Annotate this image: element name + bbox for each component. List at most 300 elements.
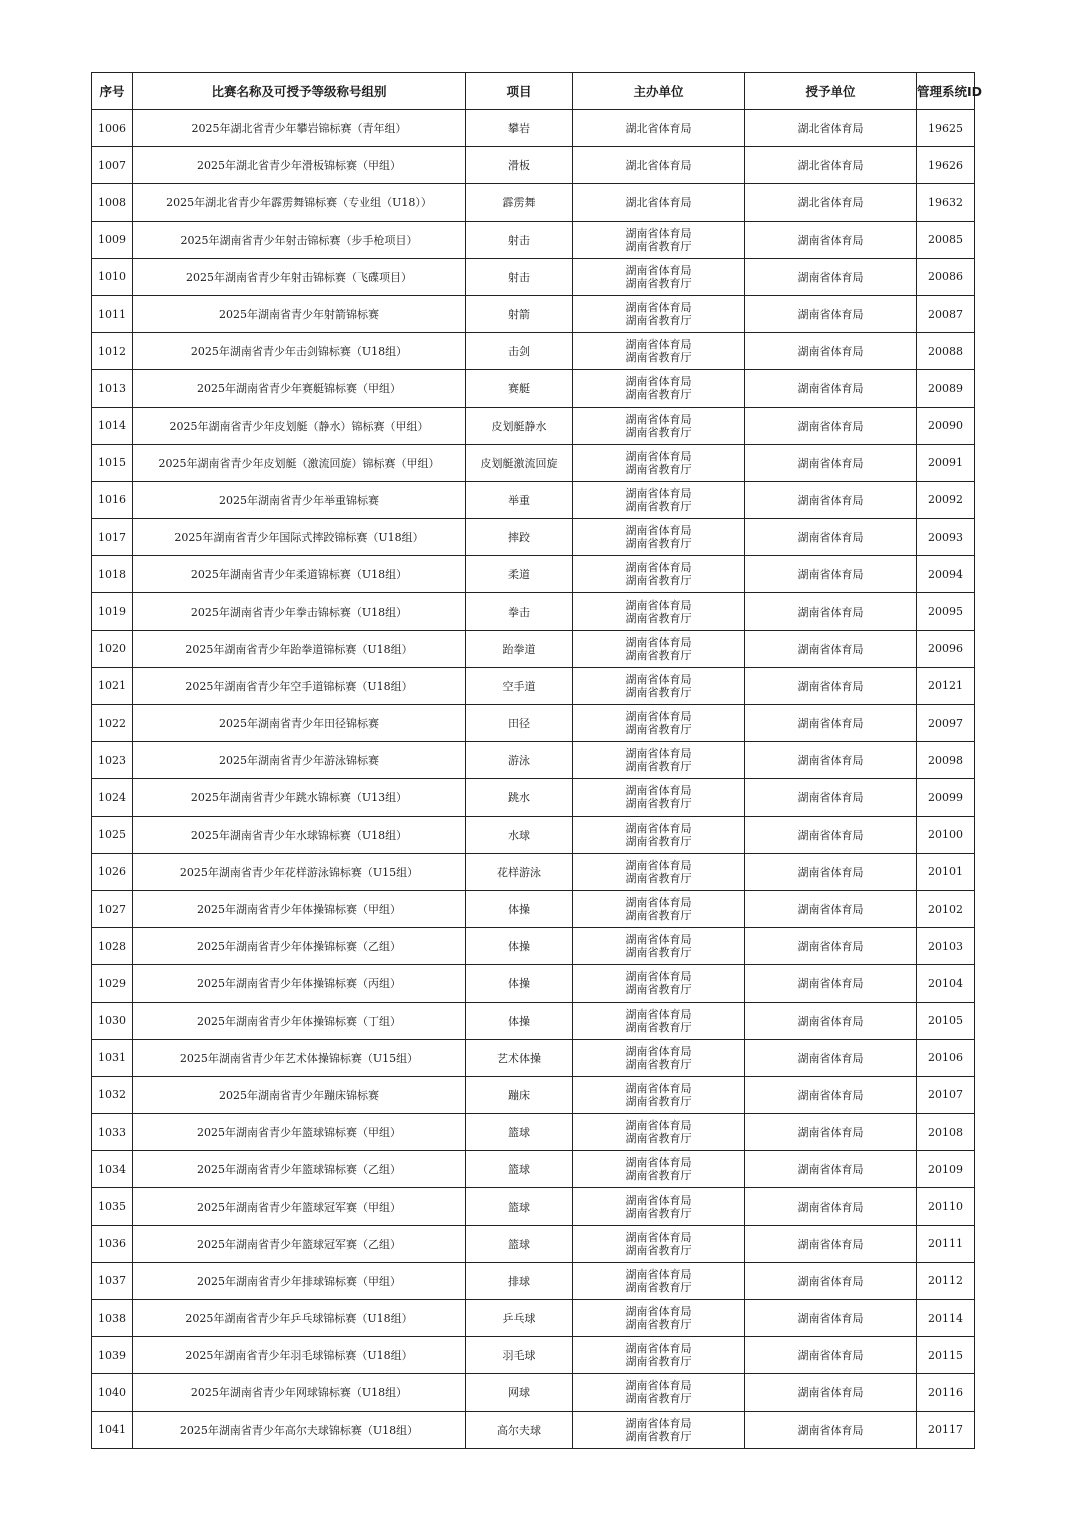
cell-host-organization [573, 890, 745, 927]
cell-serial: 1008 [92, 184, 133, 221]
cell-sport: 赛艇 [466, 370, 573, 407]
cell-serial: 1026 [92, 853, 133, 890]
table-row [92, 1337, 975, 1374]
cell-host-organization [573, 742, 745, 779]
cell-system-id: 20088 [917, 333, 975, 370]
host-organization-line: 湖南省体育局 [625, 1007, 692, 1021]
host-organization-line: 湖南省体育局 [625, 486, 692, 500]
host-organization-line: 湖南省教育厅 [625, 1206, 692, 1220]
cell-serial: 1023 [92, 742, 133, 779]
host-organization-line: 湖南省体育局 [625, 858, 692, 872]
cell-sport: 跳水 [466, 779, 573, 816]
cell-system-id: 20121 [917, 667, 975, 704]
cell-host-organization [573, 1076, 745, 1113]
cell-granting-organization: 湖南省体育局 [745, 258, 917, 295]
cell-system-id: 20101 [917, 853, 975, 890]
cell-granting-organization: 湖南省体育局 [745, 333, 917, 370]
cell-sport: 乒乓球 [466, 1300, 573, 1337]
host-organization-line: 湖南省教育厅 [625, 276, 692, 290]
cell-granting-organization: 湖南省体育局 [745, 444, 917, 481]
cell-serial: 1025 [92, 816, 133, 853]
host-organization-line: 湖南省教育厅 [625, 1020, 692, 1034]
table-row [92, 1039, 975, 1076]
cell-granting-organization: 湖南省体育局 [745, 370, 917, 407]
cell-granting-organization: 湖南省体育局 [745, 705, 917, 742]
cell-granting-organization: 湖南省体育局 [745, 1076, 917, 1113]
host-organization-line: 湖南省体育局 [625, 896, 692, 910]
host-organization-line: 湖南省体育局 [625, 1081, 692, 1095]
cell-granting-organization: 湖南省体育局 [745, 667, 917, 704]
cell-sport: 皮划艇激流回旋 [466, 444, 573, 481]
cell-granting-organization: 湖南省体育局 [745, 519, 917, 556]
cell-granting-organization: 湖南省体育局 [745, 1188, 917, 1225]
cell-granting-organization: 湖南省体育局 [745, 1151, 917, 1188]
cell-competition-name: 2025年湖南省青少年田径锦标赛 [133, 705, 466, 742]
cell-system-id: 20111 [917, 1225, 975, 1262]
table-row [92, 630, 975, 667]
cell-system-id: 20090 [917, 407, 975, 444]
cell-sport: 射击 [466, 258, 573, 295]
cell-granting-organization: 湖北省体育局 [745, 147, 917, 184]
cell-system-id: 20085 [917, 221, 975, 258]
cell-competition-name: 2025年湖南省青少年跆拳道锦标赛（U18组） [133, 630, 466, 667]
header-system-id: 管理系统ID [917, 73, 975, 110]
cell-host-organization [573, 1188, 745, 1225]
table-row [92, 1151, 975, 1188]
host-organization-line: 湖南省教育厅 [625, 314, 692, 328]
host-organization-line: 湖南省教育厅 [625, 537, 692, 551]
table-row [92, 593, 975, 630]
cell-sport: 举重 [466, 481, 573, 518]
cell-granting-organization: 湖南省体育局 [745, 742, 917, 779]
cell-competition-name: 2025年湖南省青少年乒乓球锦标赛（U18组） [133, 1300, 466, 1337]
table-row [92, 184, 975, 221]
cell-serial: 1031 [92, 1039, 133, 1076]
cell-host-organization [573, 407, 745, 444]
host-organization-line: 湖南省教育厅 [625, 648, 692, 662]
cell-sport: 射箭 [466, 295, 573, 332]
table-row [92, 1374, 975, 1411]
cell-system-id: 20095 [917, 593, 975, 630]
cell-host-organization [573, 333, 745, 370]
header-sport: 项目 [466, 73, 573, 110]
cell-serial: 1012 [92, 333, 133, 370]
cell-competition-name: 2025年湖南省青少年举重锦标赛 [133, 481, 466, 518]
cell-host-organization [573, 630, 745, 667]
cell-host-organization [573, 110, 745, 147]
host-organization-line: 湖南省体育局 [625, 1119, 692, 1133]
cell-host-organization [573, 1151, 745, 1188]
cell-serial: 1010 [92, 258, 133, 295]
cell-sport: 体操 [466, 965, 573, 1002]
table-row [92, 295, 975, 332]
cell-competition-name: 2025年湖南省青少年游泳锦标赛 [133, 742, 466, 779]
cell-competition-name: 2025年湖南省青少年国际式摔跤锦标赛（U18组） [133, 519, 466, 556]
cell-system-id: 20099 [917, 779, 975, 816]
cell-host-organization [573, 593, 745, 630]
cell-serial: 1006 [92, 110, 133, 147]
cell-system-id: 20107 [917, 1076, 975, 1113]
host-organization-line: 湖南省教育厅 [625, 1280, 692, 1294]
host-organization-line: 湖南省体育局 [625, 1342, 692, 1356]
cell-serial: 1035 [92, 1188, 133, 1225]
table-row [92, 481, 975, 518]
cell-serial: 1009 [92, 221, 133, 258]
host-organization-line: 湖南省体育局 [625, 598, 692, 612]
cell-host-organization [573, 519, 745, 556]
host-organization-line: 湖南省体育局 [625, 1305, 692, 1319]
cell-system-id: 20094 [917, 556, 975, 593]
host-organization-line: 湖南省教育厅 [625, 1169, 692, 1183]
host-organization-line: 湖南省教育厅 [625, 946, 692, 960]
cell-system-id: 20093 [917, 519, 975, 556]
cell-sport: 霹雳舞 [466, 184, 573, 221]
cell-host-organization [573, 1337, 745, 1374]
cell-serial: 1017 [92, 519, 133, 556]
host-organization-line: 湖南省体育局 [625, 226, 692, 240]
host-organization-line: 湖南省体育局 [625, 1156, 692, 1170]
cell-host-organization [573, 816, 745, 853]
cell-competition-name: 2025年湖南省青少年空手道锦标赛（U18组） [133, 667, 466, 704]
cell-serial: 1013 [92, 370, 133, 407]
cell-sport: 蹦床 [466, 1076, 573, 1113]
cell-serial: 1033 [92, 1114, 133, 1151]
cell-sport: 滑板 [466, 147, 573, 184]
cell-host-organization [573, 184, 745, 221]
host-organization-line: 湖南省教育厅 [625, 1094, 692, 1108]
cell-competition-name: 2025年湖南省青少年射击锦标赛（步手枪项目） [133, 221, 466, 258]
cell-granting-organization: 湖南省体育局 [745, 965, 917, 1002]
cell-granting-organization: 湖南省体育局 [745, 1300, 917, 1337]
cell-competition-name: 2025年湖南省青少年蹦床锦标赛 [133, 1076, 466, 1113]
cell-granting-organization: 湖南省体育局 [745, 1039, 917, 1076]
host-organization-line: 湖南省教育厅 [625, 983, 692, 997]
cell-sport: 皮划艇静水 [466, 407, 573, 444]
cell-serial: 1036 [92, 1225, 133, 1262]
host-organization-line: 湖南省教育厅 [625, 1132, 692, 1146]
host-organization-line: 湖南省体育局 [625, 672, 692, 686]
cell-sport: 篮球 [466, 1225, 573, 1262]
host-organization-line: 湖南省教育厅 [625, 1057, 692, 1071]
host-organization-line: 湖南省教育厅 [625, 462, 692, 476]
header-host-organization: 主办单位 [573, 73, 745, 110]
cell-system-id: 19625 [917, 110, 975, 147]
cell-system-id: 20112 [917, 1262, 975, 1299]
host-organization-line: 湖南省教育厅 [625, 685, 692, 699]
table-row [92, 779, 975, 816]
cell-host-organization [573, 295, 745, 332]
cell-competition-name: 2025年湖南省青少年排球锦标赛（甲组） [133, 1262, 466, 1299]
table-row [92, 742, 975, 779]
cell-sport: 摔跤 [466, 519, 573, 556]
host-organization-line: 湖南省体育局 [625, 635, 692, 649]
table-row [92, 1300, 975, 1337]
cell-serial: 1039 [92, 1337, 133, 1374]
cell-serial: 1019 [92, 593, 133, 630]
cell-system-id: 20098 [917, 742, 975, 779]
table-row [92, 1076, 975, 1113]
cell-sport: 网球 [466, 1374, 573, 1411]
cell-granting-organization: 湖南省体育局 [745, 556, 917, 593]
cell-sport: 拳击 [466, 593, 573, 630]
cell-sport: 水球 [466, 816, 573, 853]
cell-granting-organization: 湖南省体育局 [745, 1002, 917, 1039]
cell-granting-organization: 湖南省体育局 [745, 1374, 917, 1411]
cell-system-id: 20109 [917, 1151, 975, 1188]
host-organization-line: 湖南省体育局 [625, 338, 692, 352]
cell-host-organization [573, 258, 745, 295]
cell-system-id: 20104 [917, 965, 975, 1002]
table-row [92, 1114, 975, 1151]
table-row [92, 816, 975, 853]
cell-competition-name: 2025年湖南省青少年皮划艇（静水）锦标赛（甲组） [133, 407, 466, 444]
table-row [92, 519, 975, 556]
host-organization-line: 湖南省教育厅 [625, 239, 692, 253]
cell-competition-name: 2025年湖南省青少年体操锦标赛（丙组） [133, 965, 466, 1002]
cell-serial: 1021 [92, 667, 133, 704]
host-organization-line: 湖南省体育局 [625, 412, 692, 426]
cell-sport: 羽毛球 [466, 1337, 573, 1374]
cell-granting-organization: 湖南省体育局 [745, 295, 917, 332]
cell-sport: 花样游泳 [466, 853, 573, 890]
cell-granting-organization: 湖南省体育局 [745, 593, 917, 630]
host-organization-line: 湖南省教育厅 [625, 499, 692, 513]
host-organization-line: 湖南省体育局 [625, 1230, 692, 1244]
cell-serial: 1015 [92, 444, 133, 481]
cell-granting-organization: 湖北省体育局 [745, 184, 917, 221]
table-row [92, 370, 975, 407]
table-row [92, 965, 975, 1002]
cell-system-id: 20091 [917, 444, 975, 481]
cell-host-organization [573, 1374, 745, 1411]
table-row [92, 407, 975, 444]
cell-granting-organization: 湖南省体育局 [745, 1114, 917, 1151]
table-row [92, 221, 975, 258]
cell-system-id: 20092 [917, 481, 975, 518]
cell-host-organization [573, 928, 745, 965]
cell-system-id: 20108 [917, 1114, 975, 1151]
cell-host-organization [573, 1300, 745, 1337]
cell-granting-organization: 湖南省体育局 [745, 890, 917, 927]
host-organization-line: 湖南省体育局 [625, 1416, 692, 1430]
cell-host-organization [573, 779, 745, 816]
cell-granting-organization: 湖南省体育局 [745, 853, 917, 890]
cell-sport: 游泳 [466, 742, 573, 779]
cell-competition-name: 2025年湖南省青少年皮划艇（激流回旋）锦标赛（甲组） [133, 444, 466, 481]
table-row [92, 705, 975, 742]
host-organization-line: 湖南省教育厅 [625, 388, 692, 402]
cell-host-organization [573, 1411, 745, 1448]
host-organization-line: 湖南省教育厅 [625, 1429, 692, 1443]
host-organization-line: 湖南省教育厅 [625, 797, 692, 811]
cell-host-organization [573, 556, 745, 593]
cell-competition-name: 2025年湖南省青少年水球锦标赛（U18组） [133, 816, 466, 853]
cell-competition-name: 2025年湖南省青少年柔道锦标赛（U18组） [133, 556, 466, 593]
cell-competition-name: 2025年湖南省青少年赛艇锦标赛（甲组） [133, 370, 466, 407]
host-organization-line: 湖南省体育局 [625, 710, 692, 724]
cell-competition-name: 2025年湖南省青少年篮球锦标赛（乙组） [133, 1151, 466, 1188]
cell-sport: 射击 [466, 221, 573, 258]
cell-competition-name: 2025年湖南省青少年体操锦标赛（丁组） [133, 1002, 466, 1039]
host-organization-line: 湖南省教育厅 [625, 1392, 692, 1406]
cell-granting-organization: 湖南省体育局 [745, 1262, 917, 1299]
cell-serial: 1024 [92, 779, 133, 816]
cell-sport: 艺术体操 [466, 1039, 573, 1076]
cell-competition-name: 2025年湖南省青少年篮球锦标赛（甲组） [133, 1114, 466, 1151]
cell-sport: 空手道 [466, 667, 573, 704]
table-row [92, 556, 975, 593]
host-organization-line: 湖南省体育局 [625, 1379, 692, 1393]
cell-competition-name: 2025年湖南省青少年射击锦标赛（飞碟项目） [133, 258, 466, 295]
table-row [92, 258, 975, 295]
header-serial: 序号 [92, 73, 133, 110]
cell-serial: 1027 [92, 890, 133, 927]
cell-serial: 1040 [92, 1374, 133, 1411]
cell-granting-organization: 湖南省体育局 [745, 1225, 917, 1262]
cell-serial: 1011 [92, 295, 133, 332]
competition-table [91, 72, 983, 1449]
cell-competition-name: 2025年湖南省青少年花样游泳锦标赛（U15组） [133, 853, 466, 890]
cell-system-id: 19632 [917, 184, 975, 221]
cell-system-id: 20106 [917, 1039, 975, 1076]
cell-competition-name: 2025年湖南省青少年体操锦标赛（乙组） [133, 928, 466, 965]
host-organization-line: 湖南省体育局 [625, 263, 692, 277]
cell-host-organization [573, 1262, 745, 1299]
cell-system-id: 20114 [917, 1300, 975, 1337]
table-row [92, 1225, 975, 1262]
cell-competition-name: 2025年湖南省青少年射箭锦标赛 [133, 295, 466, 332]
cell-serial: 1014 [92, 407, 133, 444]
table-row [92, 1002, 975, 1039]
cell-host-organization [573, 853, 745, 890]
cell-serial: 1041 [92, 1411, 133, 1448]
cell-system-id: 20097 [917, 705, 975, 742]
host-organization-line: 湖南省教育厅 [625, 425, 692, 439]
host-organization-line: 湖南省体育局 [625, 784, 692, 798]
cell-competition-name: 2025年湖北省青少年攀岩锦标赛（青年组） [133, 110, 466, 147]
host-organization-line: 湖南省教育厅 [625, 723, 692, 737]
cell-serial: 1029 [92, 965, 133, 1002]
cell-host-organization [573, 1114, 745, 1151]
cell-system-id: 20103 [917, 928, 975, 965]
table-row [92, 333, 975, 370]
cell-system-id: 20102 [917, 890, 975, 927]
cell-serial: 1007 [92, 147, 133, 184]
cell-host-organization [573, 147, 745, 184]
cell-granting-organization: 湖南省体育局 [745, 816, 917, 853]
cell-system-id: 20105 [917, 1002, 975, 1039]
cell-system-id: 20096 [917, 630, 975, 667]
host-organization-line: 湖南省体育局 [625, 1267, 692, 1281]
cell-system-id: 20089 [917, 370, 975, 407]
cell-competition-name: 2025年湖南省青少年艺术体操锦标赛（U15组） [133, 1039, 466, 1076]
cell-competition-name: 2025年湖北省青少年霹雳舞锦标赛（专业组（U18）） [133, 184, 466, 221]
cell-host-organization [573, 705, 745, 742]
cell-sport: 篮球 [466, 1114, 573, 1151]
table-header-row [92, 73, 975, 110]
cell-host-organization [573, 1225, 745, 1262]
cell-competition-name: 2025年湖北省青少年滑板锦标赛（甲组） [133, 147, 466, 184]
cell-system-id: 20110 [917, 1188, 975, 1225]
cell-system-id: 19626 [917, 147, 975, 184]
cell-serial: 1030 [92, 1002, 133, 1039]
cell-competition-name: 2025年湖南省青少年篮球冠军赛（乙组） [133, 1225, 466, 1262]
cell-system-id: 20116 [917, 1374, 975, 1411]
cell-sport: 击剑 [466, 333, 573, 370]
cell-sport: 排球 [466, 1262, 573, 1299]
cell-granting-organization: 湖南省体育局 [745, 779, 917, 816]
cell-competition-name: 2025年湖南省青少年高尔夫球锦标赛（U18组） [133, 1411, 466, 1448]
cell-competition-name: 2025年湖南省青少年拳击锦标赛（U18组） [133, 593, 466, 630]
host-organization-line: 湖北省体育局 [625, 159, 692, 173]
cell-system-id: 20100 [917, 816, 975, 853]
host-organization-line: 湖北省体育局 [625, 122, 692, 136]
table-row [92, 853, 975, 890]
host-organization-line: 湖南省体育局 [625, 375, 692, 389]
host-organization-line: 湖南省体育局 [625, 449, 692, 463]
cell-host-organization [573, 221, 745, 258]
host-organization-line: 湖北省体育局 [625, 196, 692, 210]
cell-host-organization [573, 1002, 745, 1039]
header-competition-name: 比赛名称及可授予等级称号组别 [133, 73, 466, 110]
host-organization-line: 湖南省教育厅 [625, 351, 692, 365]
host-organization-line: 湖南省体育局 [625, 970, 692, 984]
host-organization-line: 湖南省体育局 [625, 301, 692, 315]
host-organization-line: 湖南省教育厅 [625, 760, 692, 774]
cell-granting-organization: 湖南省体育局 [745, 928, 917, 965]
cell-granting-organization: 湖南省体育局 [745, 221, 917, 258]
host-organization-line: 湖南省教育厅 [625, 574, 692, 588]
host-organization-line: 湖南省教育厅 [625, 909, 692, 923]
cell-competition-name: 2025年湖南省青少年羽毛球锦标赛（U18组） [133, 1337, 466, 1374]
cell-granting-organization: 湖北省体育局 [745, 110, 917, 147]
cell-competition-name: 2025年湖南省青少年击剑锦标赛（U18组） [133, 333, 466, 370]
cell-host-organization [573, 370, 745, 407]
host-organization-line: 湖南省教育厅 [625, 1355, 692, 1369]
host-organization-line: 湖南省体育局 [625, 1193, 692, 1207]
header-granting-organization: 授予单位 [745, 73, 917, 110]
host-organization-line: 湖南省教育厅 [625, 834, 692, 848]
host-organization-line: 湖南省体育局 [625, 561, 692, 575]
host-organization-line: 湖南省体育局 [625, 747, 692, 761]
cell-sport: 田径 [466, 705, 573, 742]
cell-sport: 柔道 [466, 556, 573, 593]
cell-sport: 体操 [466, 890, 573, 927]
cell-sport: 体操 [466, 1002, 573, 1039]
cell-system-id: 20115 [917, 1337, 975, 1374]
host-organization-line: 湖南省体育局 [625, 524, 692, 538]
cell-system-id: 20117 [917, 1411, 975, 1448]
cell-sport: 体操 [466, 928, 573, 965]
cell-granting-organization: 湖南省体育局 [745, 630, 917, 667]
host-organization-line: 湖南省教育厅 [625, 1318, 692, 1332]
table-row [92, 147, 975, 184]
table-row [92, 928, 975, 965]
cell-serial: 1028 [92, 928, 133, 965]
cell-serial: 1037 [92, 1262, 133, 1299]
table-row [92, 1188, 975, 1225]
cell-competition-name: 2025年湖南省青少年体操锦标赛（甲组） [133, 890, 466, 927]
table-row [92, 1262, 975, 1299]
cell-host-organization [573, 481, 745, 518]
cell-granting-organization: 湖南省体育局 [745, 1337, 917, 1374]
cell-serial: 1022 [92, 705, 133, 742]
cell-system-id: 20086 [917, 258, 975, 295]
cell-system-id: 20087 [917, 295, 975, 332]
table-row [92, 890, 975, 927]
host-organization-line: 湖南省教育厅 [625, 611, 692, 625]
cell-serial: 1020 [92, 630, 133, 667]
